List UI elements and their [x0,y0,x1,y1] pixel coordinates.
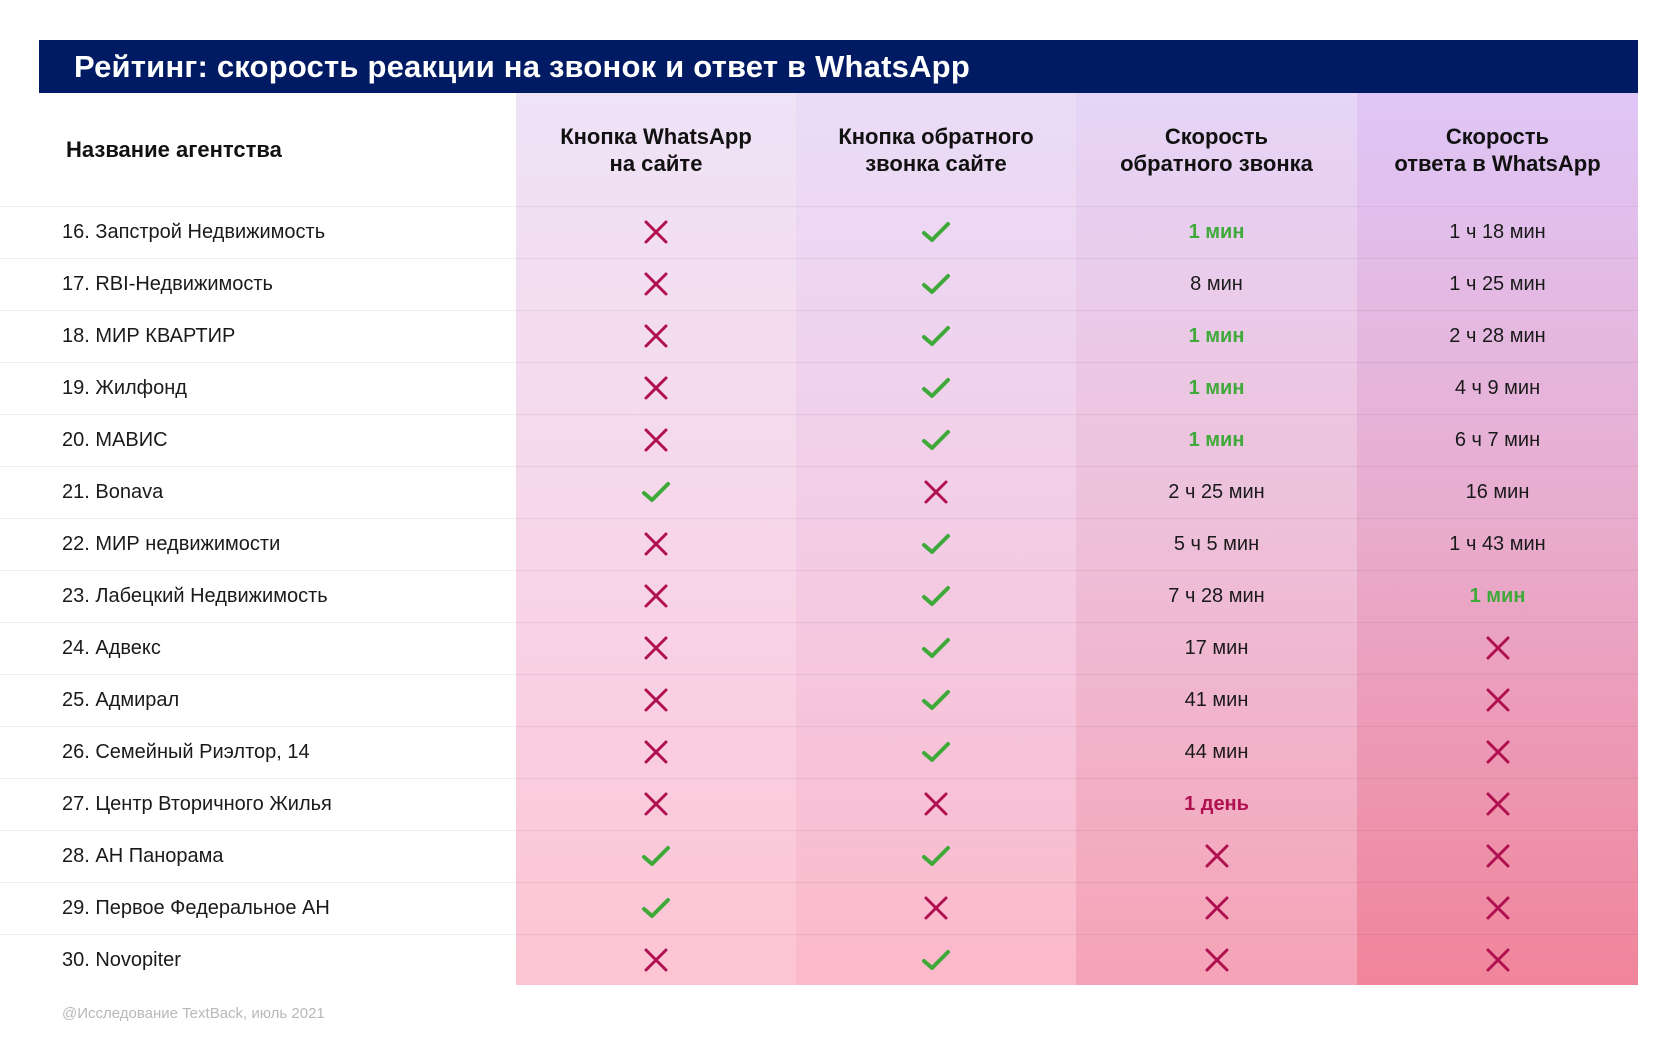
cross-icon [643,531,669,557]
cell-whatsapp-button [516,518,796,570]
check-icon [921,948,951,972]
cell-callback-button [796,258,1076,310]
table-row [0,622,1638,674]
table-row [0,518,1638,570]
cell-whatsapp-button [516,622,796,674]
cross-icon [1485,843,1511,869]
cell-whatsapp-speed [1357,206,1638,258]
agency-name: 19. Жилфонд [62,377,187,399]
check-icon [641,896,671,920]
cell-callback-button [796,414,1076,466]
cross-icon [1485,895,1511,921]
cell-whatsapp-speed [1357,830,1638,882]
header-agency-name: Название агентства [66,136,282,162]
agency-name: 21. Bonava [62,481,164,503]
table-row [0,466,1638,518]
check-icon [921,584,951,608]
agency-name: 26. Семейный Риэлтор, 14 [62,741,310,763]
header-callback-button: Кнопка обратного звонка сайте [838,123,1034,176]
cell-callback-button [796,882,1076,934]
cross-icon [1485,739,1511,765]
agency-name: 18. МИР КВАРТИР [62,325,236,347]
cell-callback-speed [1076,622,1357,674]
cell-callback-button [796,310,1076,362]
table-row [0,414,1638,466]
check-icon [921,324,951,348]
whatsapp-speed-value: 1 мин [1469,584,1526,607]
check-icon [921,844,951,868]
callback-speed-value: 1 мин [1188,220,1245,243]
callback-speed-value: 1 мин [1188,428,1245,451]
cell-callback-button [796,518,1076,570]
table-row [0,830,1638,882]
check-icon [641,844,671,868]
cross-icon [1485,635,1511,661]
agency-name: 23. Лабецкий Недвижимость [62,585,328,607]
cell-callback-speed [1076,882,1357,934]
cross-icon [643,947,669,973]
table-row [0,206,1638,258]
cell-callback-button [796,362,1076,414]
cross-icon [1485,947,1511,973]
cell-whatsapp-speed [1357,310,1638,362]
whatsapp-speed-value: 1 ч 43 мин [1449,532,1546,555]
cell-whatsapp-button [516,830,796,882]
cross-icon [643,427,669,453]
cell-callback-speed [1076,518,1357,570]
cross-icon [923,479,949,505]
cell-whatsapp-button [516,674,796,726]
cell-callback-speed [1076,362,1357,414]
table-row [0,934,1638,986]
cell-whatsapp-button [516,466,796,518]
whatsapp-speed-value: 16 мин [1465,480,1530,503]
agency-name: 17. RBI-Недвижимость [62,273,273,295]
cross-icon [643,219,669,245]
cell-callback-speed [1076,830,1357,882]
cell-whatsapp-button [516,414,796,466]
cross-icon [1204,947,1230,973]
cell-whatsapp-speed [1357,674,1638,726]
callback-speed-value: 5 ч 5 мин [1173,532,1260,555]
check-icon [921,740,951,764]
cross-icon [643,791,669,817]
check-icon [921,532,951,556]
cross-icon [643,375,669,401]
cell-callback-speed [1076,310,1357,362]
cell-whatsapp-button [516,934,796,986]
cell-callback-speed [1076,778,1357,830]
cell-whatsapp-speed [1357,258,1638,310]
callback-speed-value: 44 мин [1184,740,1249,763]
cell-whatsapp-button [516,778,796,830]
cell-whatsapp-button [516,310,796,362]
table-row [0,726,1638,778]
whatsapp-speed-value: 6 ч 7 мин [1454,428,1541,451]
table-row [0,674,1638,726]
check-icon [921,688,951,712]
table-row [0,258,1638,310]
cell-whatsapp-button [516,206,796,258]
cell-whatsapp-speed [1357,622,1638,674]
cell-callback-speed [1076,934,1357,986]
table-row [0,778,1638,830]
check-icon [641,480,671,504]
check-icon [921,428,951,452]
whatsapp-speed-value: 4 ч 9 мин [1454,376,1541,399]
agency-name: 29. Первое Федеральное АН [62,897,330,919]
agency-name: 30. Novopiter [62,949,181,971]
agency-name: 20. МАВИС [62,429,168,451]
cell-whatsapp-button [516,258,796,310]
cell-whatsapp-speed [1357,778,1638,830]
check-icon [921,220,951,244]
cell-callback-button [796,778,1076,830]
cross-icon [1485,687,1511,713]
cell-callback-speed [1076,466,1357,518]
callback-speed-value: 7 ч 28 мин [1168,584,1265,607]
cross-icon [643,323,669,349]
cell-whatsapp-speed [1357,882,1638,934]
cell-whatsapp-speed [1357,726,1638,778]
cell-callback-button [796,934,1076,986]
cell-whatsapp-speed [1357,518,1638,570]
agency-name: 22. МИР недвижимости [62,533,281,555]
cross-icon [923,895,949,921]
cell-callback-button [796,466,1076,518]
table-row [0,362,1638,414]
cell-whatsapp-button [516,882,796,934]
callback-speed-value: 1 день [1184,792,1249,815]
whatsapp-speed-value: 1 ч 18 мин [1449,220,1546,243]
cell-whatsapp-speed [1357,934,1638,986]
agency-name: 25. Адмирал [62,689,180,711]
cross-icon [643,271,669,297]
cell-callback-speed [1076,206,1357,258]
cell-callback-speed [1076,414,1357,466]
header-callback-speed: Скорость обратного звонка [1120,123,1313,176]
title-bar [39,40,1638,93]
cell-whatsapp-button [516,362,796,414]
page-title: Рейтинг: скорость реакции на звонок и ответ в WhatsApp [74,49,970,84]
agency-name: 27. Центр Вторичного Жилья [62,793,332,815]
cell-callback-button [796,622,1076,674]
header-whatsapp-button: Кнопка WhatsApp на сайте [560,123,752,176]
cell-whatsapp-speed [1357,466,1638,518]
cross-icon [1485,791,1511,817]
check-icon [921,636,951,660]
cross-icon [643,687,669,713]
check-icon [921,272,951,296]
cell-callback-button [796,830,1076,882]
cell-callback-button [796,674,1076,726]
cross-icon [1204,843,1230,869]
header-whatsapp-speed: Скорость ответа в WhatsApp [1394,123,1601,176]
cross-icon [643,739,669,765]
cross-icon [1204,895,1230,921]
footer-credit: @Исследование TextBack, июль 2021 [62,1005,325,1022]
callback-speed-value: 17 мин [1184,636,1249,659]
cross-icon [923,791,949,817]
cross-icon [643,583,669,609]
cell-whatsapp-speed [1357,414,1638,466]
whatsapp-speed-value: 1 ч 25 мин [1449,272,1546,295]
cell-whatsapp-button [516,570,796,622]
agency-name: 28. АН Панорама [62,845,224,867]
callback-speed-value: 1 мин [1188,324,1245,347]
cell-callback-speed [1076,674,1357,726]
callback-speed-value: 41 мин [1184,688,1249,711]
agency-name: 16. Запстрой Недвижимость [62,221,326,243]
cell-callback-speed [1076,570,1357,622]
cross-icon [643,635,669,661]
whatsapp-speed-value: 2 ч 28 мин [1449,324,1546,347]
table-row [0,310,1638,362]
cell-callback-speed [1076,258,1357,310]
rating-table [0,206,1638,986]
cell-callback-button [796,726,1076,778]
agency-name: 24. Адвекс [62,637,161,659]
cell-whatsapp-speed [1357,570,1638,622]
callback-speed-value: 2 ч 25 мин [1168,480,1265,503]
cell-callback-button [796,206,1076,258]
cell-callback-speed [1076,726,1357,778]
callback-speed-value: 1 мин [1188,376,1245,399]
check-icon [921,376,951,400]
cell-whatsapp-button [516,726,796,778]
cell-whatsapp-speed [1357,362,1638,414]
table-row [0,882,1638,934]
cell-callback-button [796,570,1076,622]
callback-speed-value: 8 мин [1190,272,1243,295]
table-row [0,570,1638,622]
